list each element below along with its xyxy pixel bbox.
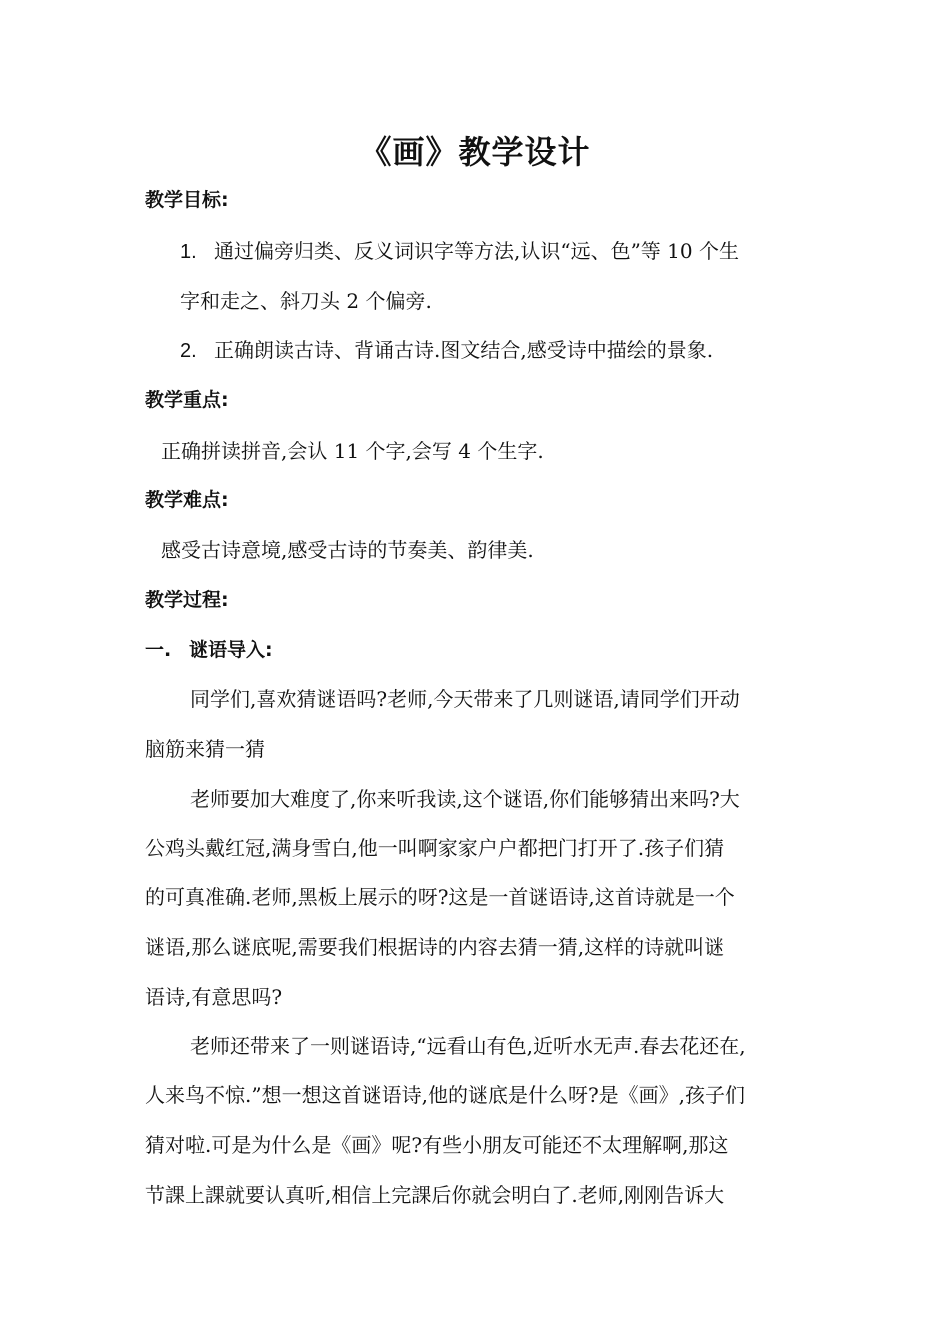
difficulties-text: 感受古诗意境,感受古诗的节奏美、韵律美. [161,538,534,562]
paragraph-2-line-2: 公鸡头戴红冠,满身雪白,他一叫啊家家户户都把门打开了.孩子们猜 [145,836,725,860]
section-1-heading [145,636,273,664]
objective-1-line-2: 字和走之、斜刀头 2 个偏旁. [180,289,432,313]
paragraph-2-line-5: 语诗,有意思吗? [145,985,283,1009]
paragraph-1-line-2: 脑筋来猜一猜 [145,737,265,761]
paragraph-2-line-4: 谜语,那么谜底呢,需要我们根据诗的内容去猜一猜,这样的诗就叫谜 [145,935,725,959]
objective-2-number: 2. [180,340,197,362]
objective-1-line-1 [180,236,739,267]
paragraph-3-line-4: 节課上課就要认真听,相信上完課后你就会明白了.老师,刚刚告诉大 [145,1183,725,1207]
heading-difficulties: 教学难点: [145,489,229,511]
paragraph-2-line-1: 老师要加大难度了,你来听我读,这个谜语,你们能够猜出来吗?大 [190,787,740,811]
paragraph-3-line-1: 老师还带来了一则谜语诗,“远看山有色,近听水无声.春去花还在, [190,1034,746,1058]
paragraph-3-line-2: 人来鸟不惊.”想一想这首谜语诗,他的谜底是什么呀?是《画》,孩子们 [145,1083,746,1107]
key-points-text: 正确拼读拼音,会认 11 个字,会写 4 个生字. [161,439,544,463]
paragraph-3-line-3: 猜对啦.可是为什么是《画》呢?有些小朋友可能还不太理解啊,那这 [145,1133,729,1157]
heading-process: 教学过程: [145,589,229,611]
paragraph-2-line-3: 的可真准确.老师,黑板上展示的呀?这是一首谜语诗,这首诗就是一个 [145,885,735,909]
heading-key-points: 教学重点: [145,389,229,411]
paragraph-1-line-1: 同学们,喜欢猜谜语吗?老师,今天带来了几则谜语,请同学们开动 [190,687,740,711]
section-1-title: 谜语导入: [189,639,273,661]
objective-2-line-1 [180,335,713,366]
document-title: 《画》教学设计 [359,133,591,171]
objective-2-text: 正确朗读古诗、背诵古诗.图文结合,感受诗中描绘的景象. [214,338,714,362]
heading-objectives: 教学目标: [145,189,229,211]
section-1-number: 一. [145,639,172,661]
objective-1-number: 1. [180,241,197,263]
objective-1-text: 通过偏旁归类、反义词识字等方法,认识“远、色”等 10 个生 [214,239,739,263]
